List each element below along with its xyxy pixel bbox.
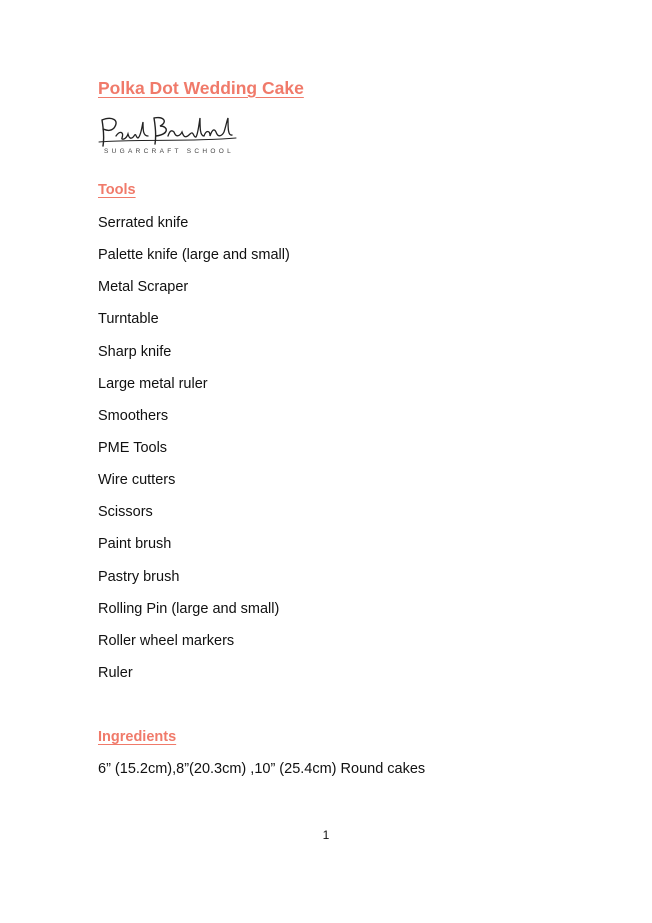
list-item: Metal Scraper bbox=[98, 279, 189, 296]
list-item: Turntable bbox=[98, 311, 159, 328]
list-item: Smoothers bbox=[98, 407, 169, 424]
ingredient-item: 6” (15.2cm),8”(20.3cm) ,10” (25.4cm) Round cakes bbox=[98, 761, 426, 777]
list-item: Paint brush bbox=[98, 536, 172, 553]
list-item: Sharp knife bbox=[98, 343, 172, 360]
ingredients-heading: Ingredients bbox=[98, 729, 177, 745]
list-item: Pastry brush bbox=[98, 568, 180, 585]
list-item: Scissors bbox=[98, 504, 153, 521]
list-item: Large metal ruler bbox=[98, 375, 208, 392]
list-item: Rolling Pin (large and small) bbox=[98, 600, 280, 617]
list-item: Palette knife (large and small) bbox=[98, 247, 290, 264]
list-item: PME Tools bbox=[98, 439, 168, 456]
page-title: Polka Dot Wedding Cake bbox=[98, 78, 304, 98]
logo-tagline: SUGARCRAFT SCHOOL bbox=[104, 148, 235, 155]
list-item: Serrated knife bbox=[98, 215, 189, 231]
list-item: Roller wheel markers bbox=[98, 632, 235, 649]
tools-heading: Tools bbox=[98, 182, 136, 198]
list-item: Ruler bbox=[98, 664, 133, 681]
tools-list bbox=[98, 213, 290, 695]
page-number: 1 bbox=[322, 828, 330, 842]
list-item: Wire cutters bbox=[98, 472, 176, 489]
